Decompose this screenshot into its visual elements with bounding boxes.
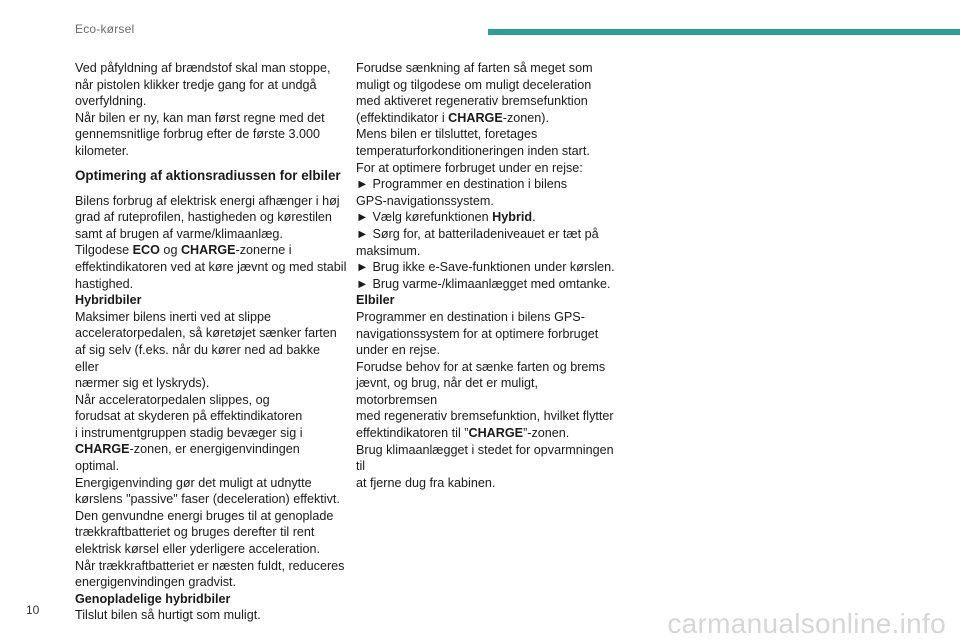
text-line: maksimum. xyxy=(356,243,421,258)
text-line: hastighed. xyxy=(75,276,134,291)
page-number: 10 xyxy=(26,603,40,617)
text-line: effektindikatoren ved at køre jævnt og med stabil xyxy=(75,259,347,274)
text-line: Bilens forbrug af elektrisk energi afhænger i høj xyxy=(75,193,340,208)
bold-term: CHARGE xyxy=(180,243,236,258)
paragraph-consumption xyxy=(75,193,347,624)
text-line: Brug varme-/klimaanlægget med omtanke. xyxy=(372,276,611,291)
text-line: nærmer sig et lyskryds). xyxy=(75,376,210,391)
bold-term: ECO xyxy=(132,243,160,258)
text-line: forudsat at skyderen på effektindikatoren xyxy=(75,409,303,424)
text-span: -zonen, er energigenvindingen optimal. xyxy=(75,442,300,474)
text-line: acceleratorpedalen, så køretøjet sænker farten xyxy=(75,326,337,341)
text-line: Forudse behov for at sænke farten og brems xyxy=(356,359,606,374)
text-line: at fjerne dug fra kabinen. xyxy=(356,475,496,490)
text-span: -zonen). xyxy=(502,110,549,125)
bullet-arrow-icon: ► xyxy=(356,226,369,241)
text-line: energigenvindingen gradvist. xyxy=(75,575,237,590)
text-line: med aktiveret regenerativ bremsefunktion xyxy=(356,94,588,109)
text-line: trækkraftbatteriet og bruges derefter til rent xyxy=(75,525,315,540)
bullet-arrow-icon: ► xyxy=(356,210,369,225)
text-line: Maksimer bilens inerti ved at slippe xyxy=(75,309,271,324)
text-line: gennemsnitlige forbrug efter de første 3.000 xyxy=(75,127,321,142)
text-line: grad af ruteprofilen, hastigheden og kørestilen xyxy=(75,210,332,225)
text-line: Energigenvinding gør det muligt at udnytte xyxy=(75,475,312,490)
text-line: overfyldning. xyxy=(75,94,147,109)
text-span: -zonerne i xyxy=(235,243,292,258)
bold-term: CHARGE xyxy=(448,110,503,125)
text-span: og xyxy=(159,243,181,258)
text-line: Tilslut bilen så hurtigt som muligt. xyxy=(75,608,261,623)
text-line: Når trækkraftbatteriet er næsten fuldt, reduceres xyxy=(75,558,345,573)
right-column xyxy=(356,60,622,491)
text-line: i instrumentgruppen stadig bevæger sig i xyxy=(75,425,303,440)
text-line: temperaturforkonditioneringen inden start. xyxy=(356,143,590,158)
text-span: . xyxy=(532,210,536,225)
text-span: Tilgodese xyxy=(75,243,133,258)
text-line: jævnt, og brug, når det er muligt, motorbremsen xyxy=(356,376,539,407)
text-line: af sig selv (f.eks. når du kører ned ad bakke eller xyxy=(75,342,320,374)
bullet-arrow-icon: ► xyxy=(356,177,369,192)
bullet-arrow-icon: ► xyxy=(356,276,369,291)
text-line: For at optimere forbruget under en rejse: xyxy=(356,160,583,175)
text-line: når pistolen klikker tredje gang for at undgå xyxy=(75,77,317,92)
text-span: effektindikatoren til ” xyxy=(356,426,469,441)
text-span: Vælg kørefunktionen xyxy=(372,210,493,225)
text-line: navigationssystem for at optimere forbruget xyxy=(356,326,599,341)
bold-term: CHARGE xyxy=(468,426,524,441)
subheading-plugin-hybrid: Genopladelige hybridbiler xyxy=(75,591,231,606)
paragraph-deceleration xyxy=(356,60,622,491)
text-line: med regenerativ bremsefunktion, hvilket flytter xyxy=(356,409,614,424)
watermark: carmanualsonline.info xyxy=(667,608,946,639)
text-span: (effektindikator i xyxy=(356,110,449,125)
subheading-hybrid: Hybridbiler xyxy=(75,293,142,308)
text-line: elektrisk kørsel eller yderligere acceleration. xyxy=(75,542,320,557)
text-line: under en rejse. xyxy=(356,343,441,358)
section-heading: Optimering af aktionsradiussen for elbiler xyxy=(75,167,341,183)
text-line: Den genvundne energi bruges til at genoplade xyxy=(75,508,334,523)
text-line: samt af brugen af varme/klimaanlæg. xyxy=(75,226,283,241)
bold-term: CHARGE xyxy=(75,442,130,457)
text-line: Programmer en destination i bilens xyxy=(372,177,568,192)
text-line: GPS-navigationssystem. xyxy=(356,193,494,208)
text-line: Forudse sænkning af farten så meget som xyxy=(356,61,593,75)
text-line: Sørg for, at batteriladeniveauet er tæt på xyxy=(372,226,599,241)
text-line: Ved påfyldning af brændstof skal man stoppe, xyxy=(75,61,331,75)
left-column xyxy=(75,60,347,624)
text-line: Når bilen er ny, kan man først regne med det xyxy=(75,110,325,125)
text-line: Brug ikke e-Save-funktionen under kørslen. xyxy=(372,260,615,275)
text-line: muligt og tilgodese om muligt deceleration xyxy=(356,77,592,92)
header-accent-bar xyxy=(488,29,960,35)
section-title: Eco-kørsel xyxy=(75,22,135,36)
subheading-electric: Elbiler xyxy=(356,293,395,308)
text-span: ”-zonen. xyxy=(523,426,570,441)
text-line: Brug klimaanlægget i stedet for opvarmningen til xyxy=(356,442,614,474)
text-line: kilometer. xyxy=(75,143,129,158)
paragraph-refueling xyxy=(75,60,347,160)
text-line: kørslens "passive" faser (deceleration) effektivt. xyxy=(75,492,340,507)
text-line: Når acceleratorpedalen slippes, og xyxy=(75,392,270,407)
bullet-arrow-icon: ► xyxy=(356,260,369,275)
bold-term: Hybrid xyxy=(492,210,533,225)
text-line: Programmer en destination i bilens GPS- xyxy=(356,309,585,324)
text-line: Mens bilen er tilsluttet, foretages xyxy=(356,127,538,142)
